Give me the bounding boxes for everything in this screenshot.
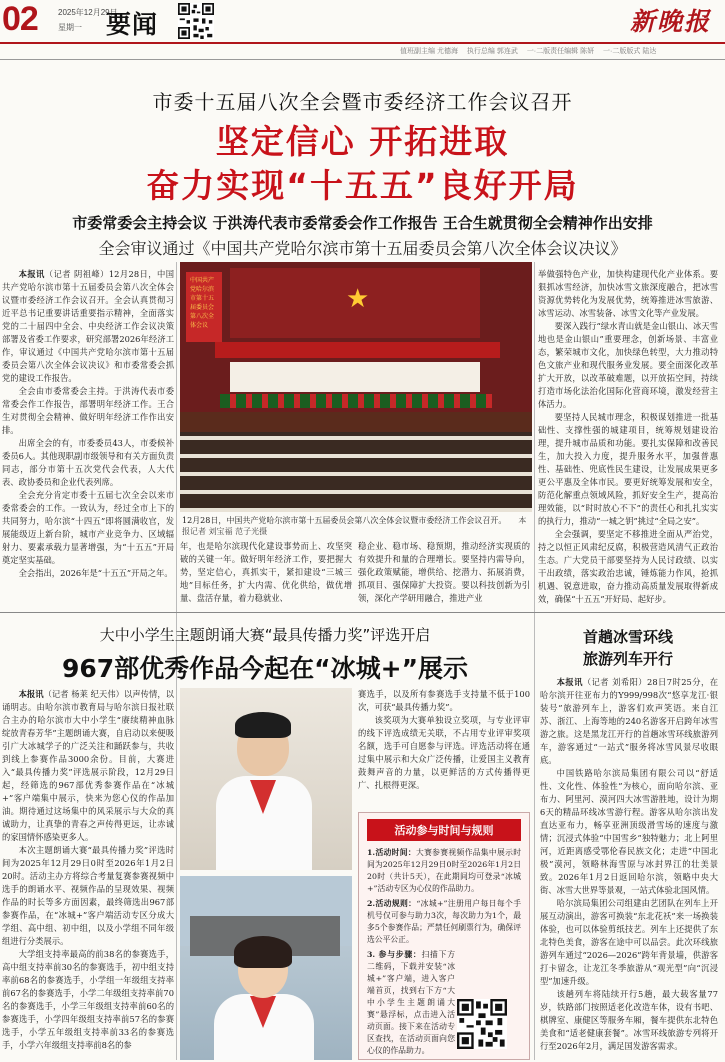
star-icon: ★ xyxy=(346,284,370,314)
paragraph: 以声传情，以诵明志。由哈尔滨市教育局与哈尔滨日报社联合主办的哈尔滨市大中小学生“赓续精神血脉 绽放青春芳华”主题朗诵大赛，自启动以来便吸引广大冰城学子的广泛关注和踊跃参与，共收到线上参赛作品3000余份。目前，大赛进入“最具传播力奖”评选展示阶段，12月29日起，经筛选的967部优秀参赛作品在“冰城+”客户端集中展示，快来为您心仪的作品加油。期待通过这场集中的风采展示与大众的真诚助力，让真挚的青春之声传得更远，让赤诚的家国情怀感染更多人。 xyxy=(2,689,174,842)
story1-column-1 xyxy=(2,268,174,588)
paragraph: 该趟列车将陆续开行5趟，最大载客量77岁，铁路部门按照适老化改造车体，设有书吧、棋牌室、康健区等服务车厢，餐车提供东北特色美食和“适老健康套餐”。冰雪环线旅游专列将开行至2026年2月，满足国发游客需求。 xyxy=(540,989,718,1051)
headline-subtitle-2: 全会审议通过《中国共产党哈尔滨市第十五届委员会第八次全体会议决议》 xyxy=(98,239,627,258)
qr-code-icon[interactable] xyxy=(457,999,507,1049)
photo-credit: 本报记者 刘宝福 范子光摄 xyxy=(182,516,527,536)
rules-item xyxy=(367,847,521,895)
story2-column-2 xyxy=(358,688,530,806)
story2-kicker: 大中小学生主题朗诵大赛“最具传播力奖”评选开启 xyxy=(99,626,431,644)
paragraph: 赛选手，以及所有参赛选手支持量不低于100次，可获“最具传播力奖”。 xyxy=(358,689,530,712)
rules-item xyxy=(367,949,455,1057)
paragraph: 稳企业、稳市场、稳预期，推动经济实现质的有效提升和量的合理增长。要坚持内需导向，强化政策赋能，增供给、挖潜力、拓展消费，抓项目、强保障扩大投资。要以科技创新为引领，深化产学研用融合，推进产业 xyxy=(358,541,530,603)
paragraph: 出席全会的有，市委委员43人，市委候补委员6人。其他现职副市级领导和有关方面负责同志，部分市第十五次党代会代表，人大代表、政协委员和企业代表列席。 xyxy=(2,438,174,487)
paragraph: 本次主题朗诵大赛“最具传播力奖”评选时间为2025年12月29日0时至2026年1月2日20时。活动主办方将综合考量复赛参赛视频中选手的朗诵水平、视频作品的呈现效果、视频作品的时长等多方面因素，最终筛选出967部参赛作品，在“冰城+”客户端活动专区分成大学组、高中组、初中组，以及小学组不同年级组进行分类展示。 xyxy=(2,845,174,946)
paragraph: 该奖项为大赛单独设立奖项，与专业评审的线下评选成绩无关联，不占用专业评审奖项名额，选手可自愿参与评选。评选活动将在通过集中展示和大众广泛传播，让爱国主义教育鼓舞声音的力量，以更鲜活的方式传播得更广、扎根得更深。 xyxy=(358,715,530,790)
paragraph: 哈尔滨局集团公司组建由艺团队在列车上开展互动演出，游客可换装“东北花袄”来一场换装体验，也可以体验剪纸技艺。列车上还提供了东北特色美食，游客在途中可以品尝。此次环线旅游列车通过“2026—2026”跨年背景墙，供游客打卡留念，让龙江冬季旅游从“观光型”向“沉浸型”加速升级。 xyxy=(540,898,718,986)
issue-date: 2025年12月29日 xyxy=(58,8,118,17)
story2-column-1 xyxy=(2,688,174,1060)
section-title: 要闻 xyxy=(106,10,159,39)
story-divider xyxy=(0,612,725,613)
photo-screen-text: 中国共产党哈尔滨市第十五届委员会第八次全体会议 xyxy=(186,272,222,342)
plenary-session-photo xyxy=(180,262,532,512)
paragraph: 全会指出，2026年是“十五五”开局之年。 xyxy=(18,568,173,578)
paragraph: 举做强特色产业，加快构建现代化产业体系。要狠抓冰雪经济，加快冰雪文旅深度融合，把冰雪资源优势转化为发展优势，统筹推进冰雪旅游、冰雪运动、冰雪装备、冰雪文化等产业发展。 xyxy=(538,269,718,318)
paragraph: 全会充分肯定市委十五届七次全会以来市委常委会的工作。一致认为，经过全市上下的共同努力，哈尔滨“十四五”即将圆满收官，发展能级迈上新台阶，城市产业竞争力、区域辐射力、要素承载力显著增强，为“十五五”开局奠定坚实基础。 xyxy=(2,490,174,565)
paragraph: 年，也是哈尔滨现代化建设事势而上、攻坚突破的关键一年。做好明年经济工作，要把握大势，坚定信心，真抓实干，紧扣建设“三城三地”目标任务，扩大内需、优化供给，做优增量、盘活存量，着力稳就业、 xyxy=(180,541,352,603)
issue-weekday: 星期一 xyxy=(58,23,82,32)
paragraph: 要深入践行“绿水青山就是金山银山、冰天雪地也是金山银山”重要理念，创新场景、丰富业态，繁荣城市文化，加快绿色转型，大力推动特色文旅产业和现代服务业发展。要全面深化改革扩大开放，以改革破难题，以开放拓空间，持续打造市场化法治化国际化营商环境，激发经营主体活力。 xyxy=(538,321,718,409)
student-boy-photo xyxy=(180,688,352,870)
masthead-rule xyxy=(0,42,725,44)
editor-credit: 一·二版责任编辑 陈妍 xyxy=(526,48,595,55)
masthead xyxy=(0,0,725,42)
rules-item-body: 扫描下方二维码，下载并安装“冰城+”客户端，进入客户端首页，找到右下方“大中小学生主题朗诵大赛”悬浮标，点击进入活动页面。接下来在活动专区查找，在活动页面向您心仪的作品助力。 xyxy=(367,950,455,1055)
story2-reporter: （记者 杨莱 纪天伟） xyxy=(43,689,124,699)
rules-item-head: 1.活动时间： xyxy=(367,848,416,857)
qr-code-icon xyxy=(178,3,214,39)
rules-title: 活动参与时间与规则 xyxy=(367,819,521,841)
story1-column-2 xyxy=(180,540,352,608)
story2-lead-label: 本报讯 xyxy=(18,689,44,699)
story3-title xyxy=(538,626,718,670)
student-girl-photo xyxy=(180,876,352,1060)
header-divider xyxy=(0,59,725,60)
paragraph: 大学组支持率最高的前38名的参赛选手，高中组支持率前30名的参赛选手，初中组支持率前68名的参赛选手，小学组一年级组支持率前67名的参赛选手，小学二年级组支持率前70名的参赛选手，小学三年级组支持率前60名的参赛选手，小学四年级组支持率前57名的参赛选手，小学五年级组支持率前33名的参赛选手，小学六年级组支持率前8名的参 xyxy=(2,949,174,1050)
editor-credit: 值班副主编 尤德海 xyxy=(400,48,458,55)
story3-column xyxy=(540,676,718,1060)
rules-item-head: 2.活动规则： xyxy=(367,899,417,908)
rules-item xyxy=(367,898,521,946)
headline-title-line2: 奋力实现“十五五”良好开局 xyxy=(146,166,579,205)
story1-column-4 xyxy=(538,268,718,608)
paragraph: 全会强调，要坚定不移推进全面从严治党，持之以恒正风肃纪反腐，积极营造风清气正政治生态。广大党员干部要坚持为人民讨政绩、以实干出政绩，落实政治忠诚，锤炼能力作风，抢抓机遇、锐意进取，奋力推动高质量发展取得新成效，确保“十五五”开好局、起好步。 xyxy=(538,529,718,604)
rules-item-head: 3. 参与步骤： xyxy=(367,950,422,959)
photo-caption-text: 12月28日，中国共产党哈尔滨市第十五届委员会第八次全体会议暨市委经济工作会议召开。 xyxy=(182,516,507,525)
editor-credit: 执行总编 郭连武 xyxy=(466,48,518,55)
paragraph: 28日7时25分，在哈尔滨开往亚布力的Y999/998次“悠享龙江·银装号”旅游列车上，游客们欢声笑语。来自江苏、浙江、上海等地的240名游客开启跨年冰雪游之旅。这是黑龙江开行的首趟冰雪环线旅游列车，游客通过“一站式”服务将冰雪风景尽收眼底。 xyxy=(540,677,718,765)
column-divider xyxy=(534,262,535,1060)
paragraph: 中国铁路哈尔滨局集团有限公司以“舒适性、文化性、体验性”为核心，面向哈尔滨、亚布力、阿里河、漠河四大冰雪游胜地，设计为期6天的精品环线冰雪游行程。游客从哈尔滨出发直达亚布力，畅享亚洲顶级滑雪场的速度与激情；沉浸式体验“中国雪乡”独特魅力；北上阿里河，近距离感受鄂伦春民族文化；走进“中国北极”漠河，领略林海雪原与冰封界江的壮美景致。2026年1月2日返回哈尔滨，领略中央大街、冰雪大世界等景观，一站式体验北国风情。 xyxy=(540,768,718,895)
headline-title-line1: 坚定信心 开拓进取 xyxy=(215,122,510,161)
story1-column-3 xyxy=(358,540,530,608)
headline-subtitle: 市委常委会主持会议 于洪涛代表市委常委会作工作报告 王合生就贯彻全会精神作出安排 xyxy=(72,214,653,232)
story3-lead-label: 本报讯 xyxy=(556,677,583,687)
editor-credit: 一·二版版式 陆达 xyxy=(603,48,657,55)
paragraph: 12月28日，中国共产党哈尔滨市第十五届委员会第八次全体会议暨市委经济工作会议召开。全会认真贯彻习近平总书记重要讲话重要指示精神，全面落实党的二十届四中全会、中央经济工作会议决策部署及省委工作要求，研究部署2026年经济工作，审议通过《中国共产党哈尔滨市第十五届委员会第八次全体会议决议》和市委常委会抓党的建设工作报告。 xyxy=(2,269,174,383)
story3-title-line2: 旅游列车开行 xyxy=(582,650,673,668)
headline-kicker: 市委十五届八次全会暨市委经济工作会议召开 xyxy=(152,90,573,114)
story1-reporter: （记者 阴祖峰） xyxy=(44,269,109,279)
story3-title-line1: 首趟冰雪环线 xyxy=(582,628,673,646)
paragraph: 全会由市委常委会主持。于洪涛代表市委常委会作工作报告，部署明年经济工作。王合生对贯彻全会精神、做好明年经济工作作出安排。 xyxy=(2,386,174,435)
story3-reporter: （记者 刘希阳） xyxy=(582,677,648,687)
paragraph: 要坚持人民城市理念，积极谋划推进一批基础性、支撑性强的城建项目，统筹规划建设治理，提升城市品质和功能。要扎实保障和改善民生，加大投入力度，提升服务水平，加强普惠性、基础性、兜底性民生建设，让发展成果更多更公平惠及全体市民。要更好统筹发展和安全，防范化解重点领域风险，抓好安全生产，提高治理效能，以“时时放心不下”的责任心和扎扎实实的执行力，推动“一城之钥”挑过“全局之安”。 xyxy=(538,412,718,526)
rules-item-body: “冰城+”注册用户每日每个手机号仅可参与助力3次，每次助力为1个，最多5个参赛作品；严禁任何刷票行为，确保评选公平公正。 xyxy=(367,899,521,944)
newspaper-logo: 新晚报 xyxy=(629,7,711,36)
story2-title: 967部优秀作品今起在“冰城+”展示 xyxy=(62,654,468,683)
rules-box xyxy=(358,812,530,1060)
page-number: 02 xyxy=(2,0,38,38)
story1-lead-label: 本报讯 xyxy=(18,269,45,279)
editor-credits xyxy=(400,46,663,56)
photo-caption xyxy=(182,515,532,537)
rules-item-body: 大赛参赛视频作品集中展示时间为2025年12月29日0时至2026年1月2日20时（共计5天），在此期间均可登录“冰城+”活动专区为心仪的作品助力。 xyxy=(367,848,522,893)
